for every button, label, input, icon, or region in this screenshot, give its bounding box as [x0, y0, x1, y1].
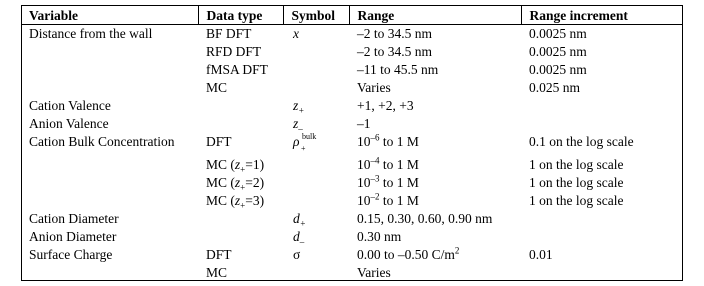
- cell-variable: Distance from the wall: [29, 26, 153, 41]
- cell-increment: 1 on the log scale: [529, 193, 624, 208]
- header-increment: Range increment: [521, 5, 683, 25]
- table-row: [21, 133, 683, 151]
- cell-range: –2 to 34.5 nm: [357, 44, 433, 59]
- valence-subscript: +: [240, 182, 246, 193]
- table-row: [21, 115, 683, 133]
- cell-datatype: [198, 115, 283, 133]
- cell-variable: [21, 43, 198, 61]
- header-datatype: Data type: [198, 5, 283, 25]
- cell-range: –2 to 34.5 nm: [357, 26, 433, 41]
- cell-variable: [21, 174, 198, 192]
- symbol-subscript: –: [298, 123, 303, 134]
- cell-variable: Cation Diameter: [29, 211, 119, 226]
- cell-increment: 0.025 nm: [529, 80, 581, 95]
- table-row: [21, 264, 683, 282]
- table-row: [21, 61, 683, 79]
- table-row: [21, 192, 683, 210]
- cell-symbol: σ: [293, 247, 301, 262]
- cell-symbol: [283, 79, 349, 97]
- cell-symbol: $z_+$: [293, 98, 305, 116]
- cell-range: $10^{-2}$ to 1 M: [357, 191, 419, 208]
- cell-symbol: [283, 192, 349, 210]
- cell-increment: 0.0025 nm: [529, 26, 587, 41]
- cell-datatype: DFT: [206, 247, 232, 262]
- cell-symbol: [283, 264, 349, 282]
- cell-increment: 0.01: [529, 247, 553, 262]
- table-row: [21, 25, 683, 44]
- cell-range: $10^{-3}$ to 1 M: [357, 173, 419, 190]
- cell-symbol: [283, 43, 349, 61]
- cell-increment: [521, 264, 683, 282]
- cell-increment: [521, 115, 683, 133]
- cell-symbol: $z_-$: [293, 116, 303, 134]
- cell-datatype: fMSA DFT: [206, 62, 268, 77]
- cell-increment: 0.0025 nm: [529, 44, 587, 59]
- cell-increment: [521, 97, 683, 115]
- cell-range: +1, +2, +3: [357, 98, 414, 113]
- rho-subscript: +: [301, 144, 306, 153]
- cell-variable: Anion Valence: [29, 116, 109, 131]
- cell-symbol: $d_+$: [293, 211, 306, 229]
- parameter-table: [21, 5, 683, 282]
- valence-symbol: z: [234, 175, 241, 190]
- cell-datatype: [198, 97, 283, 115]
- cell-symbol: [283, 174, 349, 192]
- cell-range: –11 to 45.5 nm: [357, 62, 439, 77]
- table-row: [21, 97, 683, 115]
- table-row: [21, 79, 683, 97]
- cell-variable: [21, 156, 198, 174]
- cell-range: $10^{-6}$ to 1 M: [357, 132, 419, 149]
- table-row: [21, 228, 683, 246]
- valence-subscript: +: [240, 200, 246, 211]
- table-row: [21, 156, 683, 174]
- cell-symbol: [283, 61, 349, 79]
- symbol-subscript: –: [299, 236, 305, 247]
- cell-datatype: RFD DFT: [206, 44, 262, 59]
- rho-superscript: bulk: [302, 132, 317, 141]
- unit-exponent: 2: [454, 245, 460, 256]
- cell-symbol: $d_-$: [293, 229, 305, 247]
- exponent: –6: [370, 132, 380, 143]
- cell-datatype: MC $(z_+=1)$: [206, 157, 265, 175]
- cell-range: –1: [357, 116, 371, 131]
- cell-increment: 1 on the log scale: [529, 157, 624, 172]
- cell-datatype: MC: [206, 265, 228, 280]
- cell-range: Varies: [357, 80, 391, 95]
- valence-subscript: +: [240, 164, 246, 175]
- exponent: –3: [370, 173, 380, 184]
- cell-datatype: MC $(z_+=3)$: [206, 193, 265, 211]
- cell-range: 0.00 to –0.50 $C/m^2$: [357, 245, 460, 262]
- cell-increment: 0.1 on the log scale: [529, 134, 634, 149]
- cell-symbol: x: [293, 26, 299, 41]
- exponent: –4: [370, 155, 380, 166]
- cell-increment: [521, 210, 683, 228]
- cell-range: $10^{-4}$ to 1 M: [357, 155, 419, 172]
- cell-increment: 0.0025 nm: [529, 62, 587, 77]
- cell-range: 0.15, 0.30, 0.60, 0.90 nm: [357, 211, 493, 226]
- cell-datatype: [198, 210, 283, 228]
- cell-variable: Anion Diameter: [29, 229, 117, 244]
- cell-symbol: [283, 133, 349, 151]
- exponent: –2: [370, 191, 380, 202]
- header-variable: Variable: [21, 5, 198, 25]
- symbol-subscript: +: [298, 105, 305, 116]
- cell-variable: [21, 79, 198, 97]
- valence-symbol: z: [234, 157, 241, 172]
- cell-datatype: [198, 228, 283, 246]
- cell-variable: Cation Valence: [29, 98, 111, 113]
- valence-symbol: z: [234, 193, 241, 208]
- cell-range: 0.30 nm: [357, 229, 402, 244]
- header-symbol: Symbol: [283, 5, 349, 25]
- cell-variable: [21, 61, 198, 79]
- cell-variable: [21, 264, 198, 282]
- table-row: [21, 210, 683, 228]
- cell-datatype: MC: [206, 80, 228, 95]
- cell-datatype: MC $(z_+=2)$: [206, 175, 265, 193]
- table-row: [21, 43, 683, 61]
- rho-symbol: ρ bulk +: [293, 133, 299, 150]
- symbol-subscript: +: [299, 218, 306, 229]
- header-range: Range: [349, 5, 521, 25]
- header-row: [21, 5, 683, 25]
- cell-increment: 1 on the log scale: [529, 175, 624, 190]
- cell-symbol: [283, 156, 349, 174]
- cell-datatype: BF DFT: [206, 26, 252, 41]
- cell-range: Varies: [357, 265, 391, 280]
- table-row: [21, 174, 683, 192]
- cell-variable: Cation Bulk Concentration: [29, 134, 175, 149]
- table-row: [21, 246, 683, 264]
- cell-variable: [21, 192, 198, 210]
- cell-increment: [521, 228, 683, 246]
- cell-datatype: DFT: [206, 134, 232, 149]
- cell-variable: Surface Charge: [29, 247, 113, 262]
